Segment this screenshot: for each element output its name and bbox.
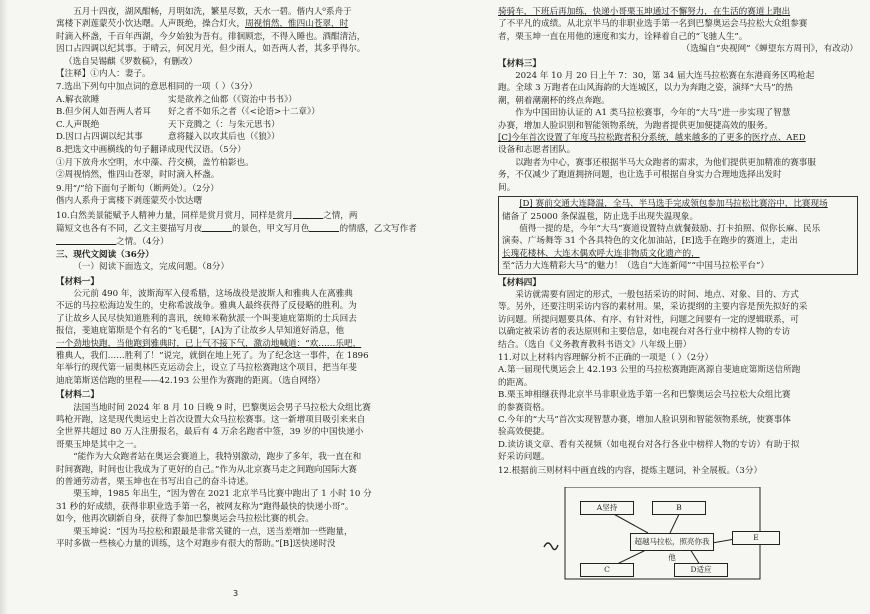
- q11-option: 的距离。: [498, 377, 533, 388]
- material-line: 值得一提的是，今年“大马”赛道设置特点就餐鼓励、打卡拍照、似你长麻、民乐: [519, 223, 821, 234]
- question-8: 8.把选文中画横线的句子翻译成现代汉语。（5分）: [56, 145, 246, 156]
- source-note: （选编自“央视网”《蝉望东方周刊》，有改动）: [681, 44, 858, 55]
- material-line: 务，不仅减少了跑道拥挤问题，也让选手可根据自身实力合理地选择出发时: [498, 170, 782, 181]
- scribble-mark: [544, 543, 558, 550]
- passage-line: 因口占四调以纪其事。于晴云，何况月光，但少雨人，如吾两人者，其多乎得尔。: [56, 44, 366, 55]
- material-line: 栗玉坤，1985 年出生，“因为曾在 2021 北京半马比赛中跑出了 1 小时 10 分: [73, 489, 372, 500]
- material-line: 结合。（选自《义务教育教科书语文》八年级上册）: [498, 339, 692, 350]
- material-3-title: 【材料三】: [498, 58, 541, 69]
- material-line: 至“活力大连精彩大马”的魅力！（选自“大连新闻”“中国马拉松平台”）: [502, 261, 769, 272]
- material-line: 平时多做一些核心力量的训练，这个对跑步有很大的帮助。”[B]送快递时没: [56, 539, 336, 550]
- material-line: 潮，朝着潮潮杯的终点奔跑。: [498, 95, 610, 106]
- left-column: [56, 6, 428, 588]
- q9-sentence: 偕内人系舟于寓楼下剥莲蒙芡小饮达曙: [56, 196, 203, 207]
- answer-blank[interactable]: [309, 222, 339, 232]
- q7-option-d: D.因口占四调以纪其事 意将隧入以攻其后也（《狼》）: [56, 132, 280, 143]
- material-line: 雅典人，我们……胜利了！”说完，就倒在地上死了。为了纪念这一事件，在 1896: [56, 350, 369, 361]
- material-line: 哥栗玉坤是其中之一。: [56, 439, 142, 450]
- material-line: 不远的马拉松海边发生的，史称希波战争。雅典人最终获得了反侵略的胜利。为: [56, 301, 357, 312]
- material-line: 的普通劳动者，栗玉坤也在书写出自己的奋斗诗述。: [56, 477, 254, 488]
- material-line: 设备和志愿者团队。: [498, 145, 576, 156]
- material-line: [C]今年首次设置了年度马拉松跑者积分系统，越来越多的了更多的医疗点、AED: [498, 133, 806, 144]
- scan-edge: [0, 0, 8, 614]
- material-line: 者，栗玉坤一直在用他的速度和实力，诠释着自己的“飞驰人生”。: [498, 31, 748, 42]
- material-line: 迪庇第斯送信跑的里程——42.193 公里作为赛跑的距离。（选自网络）: [56, 375, 326, 386]
- question-10: 10.白然美景能赋予人精神力量，同样是赏月赏月，同样是赏月 之情，两: [56, 210, 358, 221]
- q11-option: 的参赛资格。: [498, 402, 550, 413]
- box-b[interactable]: B: [652, 501, 706, 515]
- material-line: 法国当地时间 2024 年 8 月 10 日晚 9 时，巴黎奥运会男子马拉松大众组比赛: [73, 402, 371, 413]
- material-line: 31 秒的好成绩，获得非职业选手第一名，被网友称为“跑得最快的快递小哥”。: [56, 501, 354, 512]
- annotation: 【注释】①内人：妻子。: [56, 69, 151, 80]
- box-a: A坚持: [580, 501, 634, 515]
- material-line: 访问题。所提问题要具体、有序、有针对性，问题之间要有一定的逻辑联系，可: [498, 314, 799, 325]
- question-10-line: 之情。（4分）: [56, 235, 428, 248]
- material-line: 公元前 490 年，波斯海军入侵希腊，这场战役是波斯人和雅典人在离雅典: [73, 288, 353, 299]
- q11-option: 好采访问题。: [498, 452, 550, 463]
- passage-line: 五月十四夜，湖风酣畅，月明如洗，繁星尽数，天水一碧。偕内人⁰系舟于: [73, 7, 352, 17]
- q8-item: ①月下放舟水空明，水中藻、荇交横，盖竹柏影也。: [56, 157, 254, 168]
- part-1-heading: （一）阅读下面选文，完成问题。（8分）: [73, 262, 230, 273]
- material-line: 了让故乡人民尽快知道胜利的喜讯，统帅米勒狄派一个叫斐迪庇第斯的士兵回去: [56, 313, 357, 324]
- material-line: 时间赛跑，时间也让我成为了更好的自己。”作为从北京赛马走之间跑向国际大赛: [56, 464, 357, 475]
- q7-option-c: C.人声既绝 天下竞腾之（：与朱元思书）: [56, 119, 280, 130]
- box-c[interactable]: C: [580, 563, 634, 577]
- material-line: 2024 年 10 月 20 日上午 7：30，第 34 届大连马拉松赛在东港商务区鸣枪起: [515, 71, 815, 82]
- material-line: 报信，斐迪庇第斯是个有名的“飞毛腿”，[A]为了让故乡人早知道好消息，他: [56, 326, 345, 337]
- q11-option: B.栗玉坤相继获得北京半马非职业选手第一名和巴黎奥运会马拉松大众组比赛: [498, 390, 791, 401]
- material-line: [D] 赛前交通大连降温，全马、半马选手完成领包参加马拉松比赛浴中，比赛现场: [519, 199, 828, 210]
- display-board-diagram: [540, 487, 790, 583]
- material-line: 骑骑车，下班后再加练，快递小哥栗玉坤通过不懈努力，在生活的赛道上跑出: [498, 7, 791, 17]
- passage-line: 时滴入杯盏，千百年西湖，今夕始独为吾有。徘徊顾恋，不得入睡也。酒酣清洁，: [56, 31, 366, 42]
- material-line: 了不平凡的成绩。从北京半马的非职业选手第一名到巴黎奥运会马拉松大众组参赛: [498, 19, 808, 30]
- answer-blank[interactable]: [202, 222, 232, 232]
- q7-option-a: A.解衣欲睡 实是欲养之仙都（《资治中书书》）: [56, 94, 297, 105]
- question-12: 12.根据前三则材料中画直线的内容，提炼主题词，补全展板。（3分）: [498, 465, 763, 476]
- box-d: D适应: [674, 563, 728, 577]
- question-9: 9.用“/”给下面句子断句（断两处）。（2分）: [56, 183, 219, 194]
- material-line: 鸣枪开跑，这是现代奥运史上首次设置大众马拉松赛事。这一新增项目吸引来来自: [56, 415, 366, 425]
- material-line: 以确定被采访者的表达原则和主要信息，如电视台对各行业中榜样人物的专访: [498, 327, 791, 338]
- question-7: 7.选出下列句中加点词的意思相同的一项（ ）（3分）: [56, 82, 258, 93]
- connector-line: [610, 512, 648, 533]
- answer-blank[interactable]: [56, 235, 116, 245]
- material-line: 全世界共超过 80 万人注册报名，最后有 4 万余名跑者中签，39 岁的中国快递小: [56, 427, 364, 438]
- material-3-box: [498, 196, 858, 274]
- material-4-title: 【材料四】: [498, 277, 541, 288]
- q11-option: A.第一届现代奥运会上 42.193 公里的马拉松赛跑距离源自斐迪庇第斯送信所跑: [498, 365, 801, 376]
- material-line: 如今，他再次刷新自身，获得了参加巴黎奥运会马拉松比赛的机会。: [56, 514, 314, 525]
- page-number: 3: [233, 589, 239, 598]
- section-3-heading: 三、现代文阅读（36分）: [56, 249, 154, 260]
- q8-item: ②周视悄然，惟四山苍翠，时时滴入杯盏。: [56, 170, 220, 181]
- material-line: 演奏、广场舞等 31 个各具特色的文化加油站，[E]选手在跑步的赛道上，走出: [502, 236, 798, 247]
- material-2-title: 【材料二】: [56, 390, 99, 401]
- question-10-line: 篇短文也各有不同，乙文主要描写月夜 的景色，甲文写月色 的情感，乙文写作者: [56, 223, 417, 234]
- material-line: 间。: [498, 182, 516, 193]
- connector-line: [670, 512, 680, 533]
- center-box: 超越马拉松，照亮你我他: [630, 533, 714, 551]
- material-line: 采访就需要有固定的形式，一般包括采访的时间、地点、对象、目的、方式: [515, 289, 799, 300]
- question-11: 11.对以上材料内容理解分析不正确的一项是（ ）（2分）: [498, 352, 714, 363]
- box-e[interactable]: E: [732, 531, 780, 545]
- material-line: “能作为大众跑者站在奥运会赛道上，我特别激动，跑步了多年，我一直在和: [73, 452, 362, 463]
- material-line: 跑。全球 3 万跑者在山风海韵的大连城区，以力为奔跑之姿，演绎“大马”的热: [498, 83, 793, 94]
- material-line: 栗玉坤说：“因为马拉松和跟最是非常关键的一点，送当差增加一些跑量，: [73, 526, 353, 537]
- material-line: 等。另外，还要注明采访内容的素材用。果，采访提纲的主要内容是预先拟好的采: [498, 302, 808, 313]
- q11-option: D.读访谈文章、看有关视频（如电视台对各行各业中榜样人物的专访）有助于拟: [498, 439, 800, 450]
- material-line: 以跑者为中心，赛事还根据半马大众跑者的需求，为他们提供更加精准的赛事服: [515, 157, 816, 168]
- q11-option: C.今年的“大马”首次实现智慧办赛，增加人脸识别和智能领物系统，使赛事体: [498, 415, 791, 425]
- q11-option: 验高效便捷。: [498, 427, 550, 438]
- passage-line: 寓楼下剥莲蒙芡小饮达曙。人声既绝，操合灯火，周视悄然，惟四山苍翠，时: [56, 19, 349, 30]
- material-line: 办赛，增加人脸识别和智能领物系统，为跑者提供更加便捷高效的服务。: [498, 120, 774, 131]
- material-1-title: 【材料一】: [56, 276, 99, 287]
- material-line: 长瑰花楼林、大连木偶欢呼大连非物质文化遗产的，: [502, 248, 700, 259]
- material-line: 作为中国田协认证的 A1 类马拉松赛事，今年的“大马”进一步实现了智慧: [515, 108, 791, 119]
- material-line: 年举行的现代第一届奥林匹克运动会上，设立了马拉松赛跑这个项目，把当年斐: [56, 363, 357, 374]
- material-line: 一个劲地快跑，当他跑到雅典时，已上气不接下气，激动地喊道：“欢……乐吧，: [56, 338, 362, 349]
- q7-option-b: B.但少闲人如吾两人者耳 好之者不如乐之者（《<论语>十二章》）: [56, 107, 320, 118]
- underlined-sentence: 周视悄然，惟四山苍翠，时: [245, 19, 349, 30]
- answer-blank[interactable]: [293, 209, 323, 219]
- material-line: 储备了 25000 条保温毯，防止选手出现失温现象。: [502, 211, 699, 222]
- source-note: （选自吴锡麒《罗数稿》，有删改）: [64, 56, 198, 67]
